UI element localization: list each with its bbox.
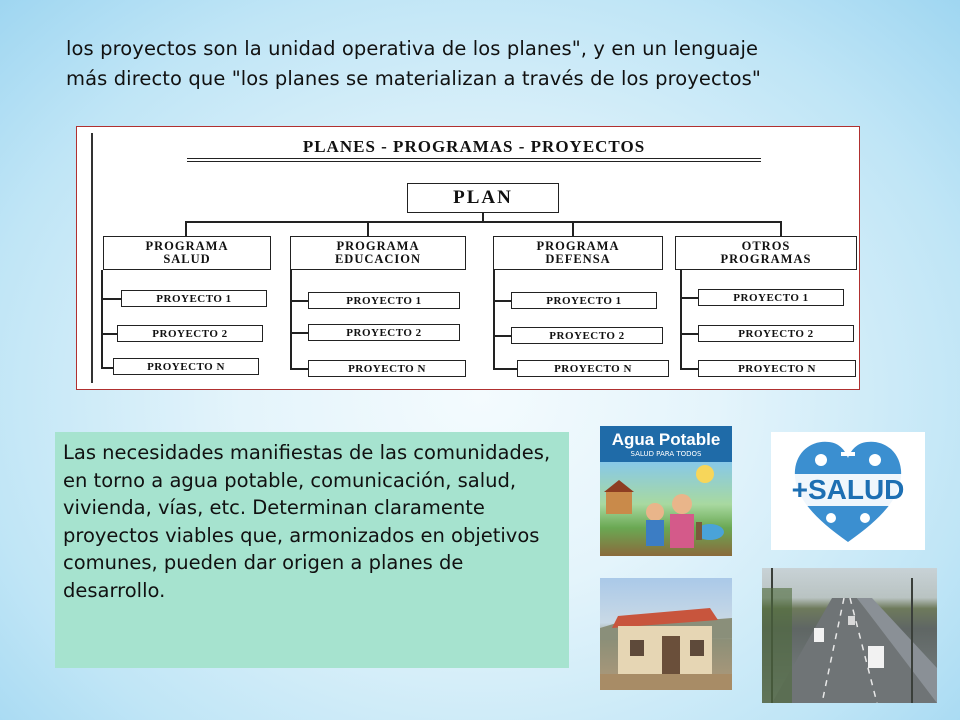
project-box: PROYECTO 1 xyxy=(698,289,844,306)
connector xyxy=(290,332,308,334)
project-box: PROYECTO 1 xyxy=(121,290,267,307)
needs-text-panel: Las necesidades manifiestas de las comunidades, en torno a agua potable, comunicación, salud, vivienda, vías, etc. Determinan claramente proyectos viables que, armonizados en objetivos comunes, pueden dar origen a planes de desarrollo. xyxy=(55,432,569,668)
connector xyxy=(290,368,308,370)
connector xyxy=(680,333,698,335)
program-label: PROGRAMA xyxy=(145,239,229,253)
highway-icon xyxy=(762,568,937,703)
project-box: PROYECTO 2 xyxy=(511,327,663,344)
salud-label: +SALUD xyxy=(783,474,913,506)
connector xyxy=(680,297,698,299)
program-label: PROGRAMA xyxy=(536,239,620,253)
intro-line-2: más directo que "los planes se materializan a través de los proyectos" xyxy=(66,67,761,90)
project-box: PROYECTO 2 xyxy=(308,324,460,341)
connector xyxy=(493,335,511,337)
project-box: PROYECTO N xyxy=(308,360,466,377)
agua-subtitle: SALUD PARA TODOS xyxy=(630,450,702,458)
connector xyxy=(482,213,484,221)
project-box: PROYECTO 2 xyxy=(698,325,854,342)
agua-title: Agua Potable xyxy=(611,430,721,449)
connector xyxy=(780,221,782,236)
intro-text xyxy=(66,34,916,94)
intro-line-1: los proyectos son la unidad operativa de los planes", y en un lenguaje xyxy=(66,37,759,60)
program-box-educacion xyxy=(290,236,466,270)
connector xyxy=(185,221,781,223)
vivienda-photo xyxy=(600,578,732,690)
connector xyxy=(101,270,103,368)
chart-left-rule xyxy=(91,133,93,383)
connector xyxy=(367,221,369,236)
illustration-scene xyxy=(600,462,732,556)
connector xyxy=(493,270,495,368)
project-box: PROYECTO N xyxy=(517,360,669,377)
project-box: PROYECTO 2 xyxy=(117,325,263,342)
connector xyxy=(101,333,117,335)
agua-potable-image xyxy=(600,426,732,556)
vias-photo xyxy=(762,568,937,703)
project-box: PROYECTO N xyxy=(698,360,856,377)
connector xyxy=(493,368,517,370)
connector xyxy=(290,300,308,302)
chart-title: PLANES - PROGRAMAS - PROYECTOS xyxy=(187,137,761,162)
program-box-otros xyxy=(675,236,857,270)
program-box-salud xyxy=(103,236,271,270)
project-box: PROYECTO N xyxy=(113,358,259,375)
connector xyxy=(572,221,574,236)
plan-box: PLAN xyxy=(407,183,559,213)
org-chart xyxy=(76,126,860,390)
connector xyxy=(185,221,187,236)
connector xyxy=(680,368,698,370)
water-scene-icon xyxy=(600,462,732,556)
house-icon xyxy=(600,578,732,690)
connector xyxy=(290,270,292,368)
program-label: PROGRAMA xyxy=(336,239,420,253)
project-box: PROYECTO 1 xyxy=(511,292,657,309)
program-label: DEFENSA xyxy=(545,252,611,266)
program-label: PROGRAMAS xyxy=(720,252,812,266)
program-label: SALUD xyxy=(163,252,211,266)
program-box-defensa xyxy=(493,236,663,270)
program-label: OTROS xyxy=(741,239,791,253)
project-box: PROYECTO 1 xyxy=(308,292,460,309)
program-label: EDUCACION xyxy=(334,252,422,266)
connector xyxy=(101,298,121,300)
salud-logo-image xyxy=(771,432,925,550)
connector xyxy=(493,300,511,302)
connector xyxy=(680,270,682,368)
